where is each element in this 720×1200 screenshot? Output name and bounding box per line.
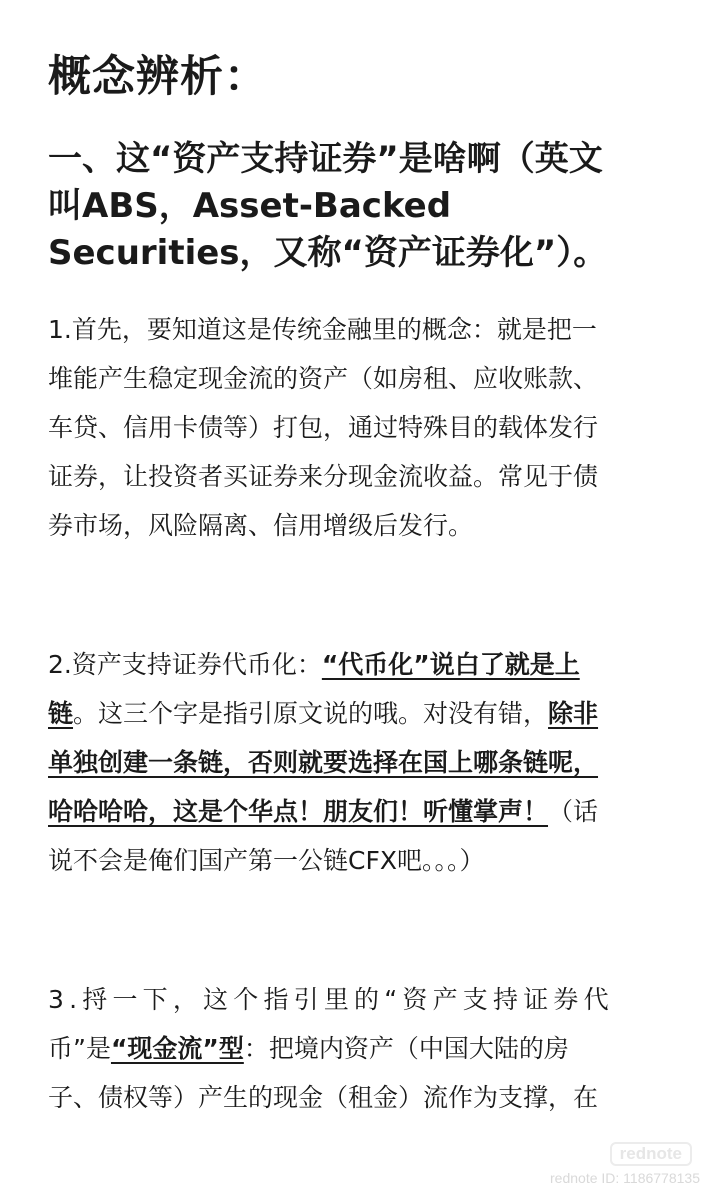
heading-line: 一、这“资产支持证券”是啥啊（英文 xyxy=(48,139,603,179)
watermark xyxy=(550,1142,700,1186)
highlighted-text: “代币化”说白了就是上 xyxy=(321,650,580,679)
highlighted-text: 除非 xyxy=(548,699,599,728)
paragraph-line xyxy=(48,1024,688,1073)
paragraph-line xyxy=(48,738,688,787)
paragraph-1 xyxy=(48,305,688,550)
plain-text: 。这三个字是指引原文说的哦。对没有错， xyxy=(73,699,549,728)
paragraph-line: 证券，让投资者买证券来分现金流收益。常见于债 xyxy=(48,462,599,491)
highlighted-text: 链 xyxy=(48,699,74,728)
paragraph-line: 子、债权等）产生的现金（租金）流作为支撑，在 xyxy=(48,1083,599,1112)
plain-text: 币”是 xyxy=(48,1034,111,1063)
paragraph-line xyxy=(48,640,688,689)
paragraph-2 xyxy=(48,640,688,885)
plain-text: （话 xyxy=(548,797,599,826)
plain-text: ：把境内资产（中国大陆的房 xyxy=(243,1034,569,1063)
rednote-logo: rednote xyxy=(610,1142,692,1166)
paragraph-line: 3.捋一下，这个指引里的“资产支持证券代 xyxy=(48,985,614,1014)
highlighted-text: 哈哈哈哈，这是个华点！朋友们！听懂掌声！ xyxy=(48,797,549,826)
paragraph-3 xyxy=(48,975,688,1122)
plain-text: 2.资产支持证券代币化： xyxy=(48,650,322,679)
highlighted-text: “现金流”型 xyxy=(110,1034,244,1063)
section-heading xyxy=(48,136,688,277)
paragraph-line: 说不会是俺们国产第一公链CFX吧。。。） xyxy=(48,846,485,875)
heading-line: Securities，又称“资产证券化”）。 xyxy=(48,233,608,273)
heading-line: 叫ABS，Asset-Backed xyxy=(48,186,452,226)
page-title: 概念辨析： xyxy=(48,52,268,102)
highlighted-text: 单独创建一条链，否则就要选择在国上哪条链呢， xyxy=(48,748,599,777)
paragraph-line: 1.首先，要知道这是传统金融里的概念：就是把一 xyxy=(48,315,597,344)
paragraph-line: 车贷、信用卡债等）打包，通过特殊目的载体发行 xyxy=(48,413,599,442)
paragraph-line xyxy=(48,787,688,836)
watermark-id: rednote ID: 1186778135 xyxy=(550,1170,700,1186)
paragraph-line: 堆能产生稳定现金流的资产（如房租、应收账款、 xyxy=(48,364,599,393)
paragraph-line xyxy=(48,689,688,738)
paragraph-line: 券市场，风险隔离、信用增级后发行。 xyxy=(48,511,474,540)
